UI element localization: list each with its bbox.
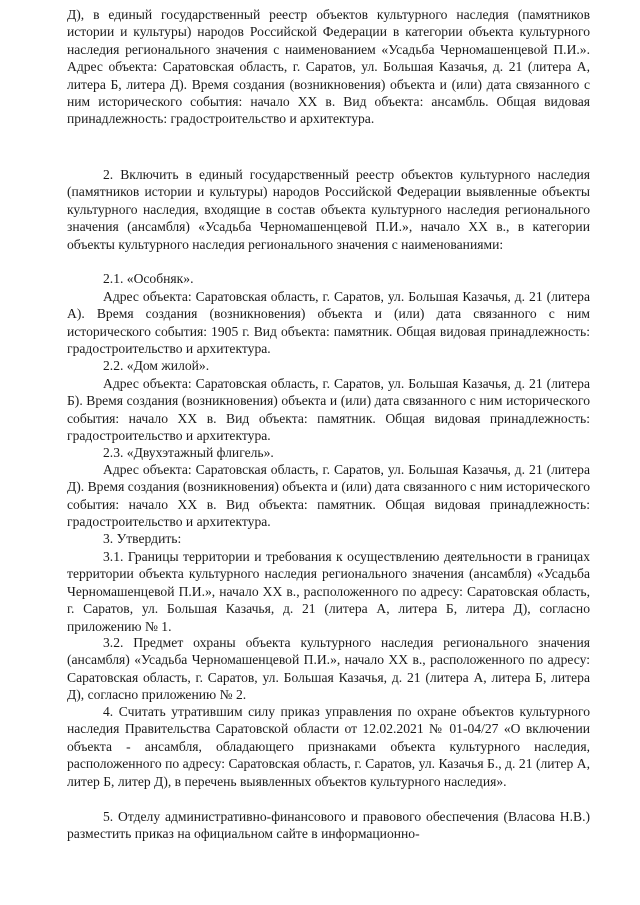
paragraph-item-3-2: 3.2. Предмет охраны объекта культурного наследия регионального значения (ансамбля) «Усадьба Черномашенцевой П.И.», начало XX в., расположенного по адресу: Саратовская область, г. Саратов, ул. Большая Казачья, д. 21 (литера А, литера Б, литера Д), согласно приложению № 2. [67,635,590,703]
paragraph-item-2-3: 2.3. «Двухэтажный флигель». [103,445,274,460]
paragraph-item-2-3-address: Адрес объекта: Саратовская область, г. Саратов, ул. Большая Казачья, д. 21 (литера Д). Время создания (возникновения) объекта и (или) дата связанного с ним исторического события: начало XX в. Вид объекта: памятник. Общая видовая принадлежность: градостроительство и архитектура. [67,462,590,530]
paragraph-item-2-1: 2.1. «Особняк». [103,271,194,286]
paragraph-item-3-1: 3.1. Границы территории и требования к осуществлению деятельности в границах территории объекта культурного наследия регионального значения (ансамбля) «Усадьба Черномашенцевой П.И.», начало XX в., расположенного по адресу: Саратовская область, г. Саратов, ул. Большая Казачья, д. 21 (литера А, литера Б, литера Д), согласно приложению № 1. [67,549,590,634]
paragraph-item-5: 5. Отделу административно-финансового и правового обеспечения (Власова Н.В.) разместить приказ на официальном сайте в информационно- [67,809,590,842]
paragraph-item-2-2: 2.2. «Дом жилой». [103,358,210,373]
paragraph-item-3: 3. Утвердить: [103,531,182,546]
paragraph-intro-continuation: Д), в единый государственный реестр объектов культурного наследия (памятников истории и культуры) народов Российской Федерации в категории объекта культурного наследия регионального значения с наименованием «Усадьба Черномашенцевой П.И.». Адрес объекта: Саратовская область, г. Саратов, ул. Большая Казачья, д. 21 (литера А, литера Б, литера Д). Время создания (возникновения) объекта и (или) дата связанного с ним исторического события: начало XX в. Вид объекта: ансамбль. Общая видовая принадлежность: градостроительство и архитектура. [67,7,590,127]
paragraph-item-2-2-address: Адрес объекта: Саратовская область, г. Саратов, ул. Большая Казачья, д. 21 (литера Б). Время создания (возникновения) объекта и (или) дата связанного с ним исторического события: начало XX в. Вид объекта: памятник. Общая видовая принадлежность: градостроительство и архитектура. [67,376,590,444]
paragraph-item-4: 4. Считать утратившим силу приказ управления по охране объектов культурного наследия Правительства Саратовской области от 12.02.2021 № 01-04/27 «О включении объекта - ансамбля, обладающего признаками объекта культурного наследия, расположенного по адресу: Саратовская область, г. Саратов, ул. Казачья Б., д. 21 (литер А, литер Б, литер Д), в перечень выявленных объектов культурного наследия». [67,704,590,789]
paragraph-item-2: 2. Включить в единый государственный реестр объектов культурного наследия (памятников истории и культуры) народов Российской Федерации выявленные объекты культурного наследия, входящие в состав объекта культурного наследия регионального значения (ансамбля) «Усадьба Черномашенцевой П.И.», начало XX в., в категории объекты культурного наследия регионального значения с наименованиями: [67,167,590,252]
paragraph-item-2-1-address: Адрес объекта: Саратовская область, г. Саратов, ул. Большая Казачья, д. 21 (литера А). Время создания (возникновения) объекта и (или) дата связанного с ним исторического события: 1905 г. Вид объекта: памятник. Общая видовая принадлежность: градостроительство и архитектура. [67,289,590,357]
